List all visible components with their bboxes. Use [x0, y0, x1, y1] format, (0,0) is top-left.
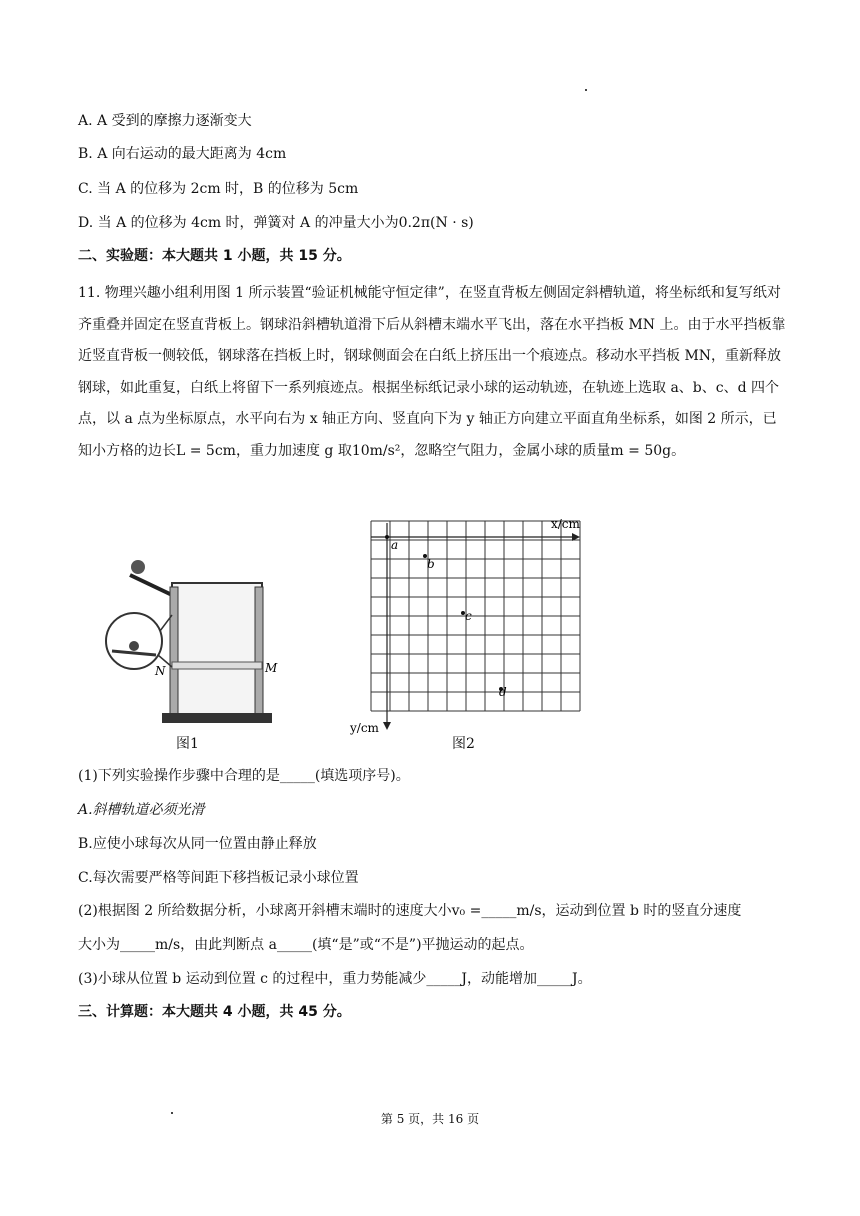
point-a — [385, 535, 389, 539]
option-a: A. A 受到的摩擦力逐渐变大 — [78, 113, 252, 129]
figure-2-caption: 图2 — [452, 736, 475, 752]
option-b: B. A 向右运动的最大距离为 4cm — [78, 146, 287, 162]
option-c: C. 当 A 的位移为 2cm 时，B 的位移为 5cm — [78, 181, 359, 197]
choice-a: A.斜槽轨道必须光滑 — [78, 802, 205, 818]
question-11-part-2-line-2: 大小为_____m/s，由此判断点 a_____(填“是”或“不是”)平抛运动的起点。 — [78, 937, 534, 953]
steel-ball — [131, 560, 145, 574]
figure-1-apparatus — [100, 545, 278, 730]
figure-1-caption: 图1 — [176, 736, 199, 752]
figure-2-grid — [340, 508, 600, 733]
question-11-part-3: (3)小球从位置 b 运动到位置 c 的过程中，重力势能减少_____J，动能增加_____J。 — [78, 971, 592, 987]
question-11-part-2-line-1: (2)根据图 2 所给数据分析，小球离开斜槽末端时的速度大小v₀ =_____m/s，运动到位置 b 时的竖直分速度 — [78, 903, 742, 919]
label-m: M — [265, 661, 278, 675]
speck-mark — [585, 89, 587, 91]
choice-b: B.应使小球每次从同一位置由静止释放 — [78, 836, 317, 852]
section-heading-calculation: 三、计算题：本大题共 4 小题，共 45 分。 — [78, 1004, 351, 1020]
point-b-label: b — [427, 557, 435, 571]
question-11-stem: 11. 物理兴趣小组利用图 1 所示装置“验证机械能守恒定律”，在竖直背板左侧固定斜槽轨道，将坐标纸和复写纸对齐重叠并固定在竖直背板上。钢球沿斜槽轨道滑下后从斜槽末端水平飞出，落在水平挡板 MN 上。由于水平挡板靠近竖直背板一侧较低，钢球落在挡板上时，钢球侧面会在白纸上挤压出一个痕迹点。移动水平挡板 MN，重新释放钢球，如此重复，白纸上将留下一系列痕迹点。根据坐标纸记录小球的运动轨迹，在轨迹上选取 a、b、c、d 四个点，以 a 点为坐标原点，水平向右为 x 轴正方向、竖直向下为 y 轴正方向建立平面直角坐标系，如图 2 所示，已知小方格的边长L = 5cm，重力加速度 g 取10m/s²，忽略空气阻力，金属小球的质量m = 50g。 — [78, 285, 786, 459]
choice-c: C.每次需要严格等间距下移挡板记录小球位置 — [78, 870, 359, 886]
section-heading-experiment: 二、实验题：本大题共 1 小题，共 15 分。 — [78, 248, 351, 264]
point-a-label: a — [391, 538, 399, 552]
question-11-part-1: (1)下列实验操作步骤中合理的是_____(填选项序号)。 — [78, 768, 410, 784]
page-footer: 第 5 页，共 16 页 — [380, 1112, 480, 1126]
option-d: D. 当 A 的位移为 4cm 时，弹簧对 A 的冲量大小为0.2π(N · s) — [78, 215, 474, 231]
point-d-label: d — [499, 685, 507, 699]
point-c-label: c — [465, 609, 472, 623]
label-n: N — [155, 664, 166, 678]
x-axis-label: x/cm — [551, 517, 580, 531]
y-axis-label: y/cm — [350, 721, 379, 735]
